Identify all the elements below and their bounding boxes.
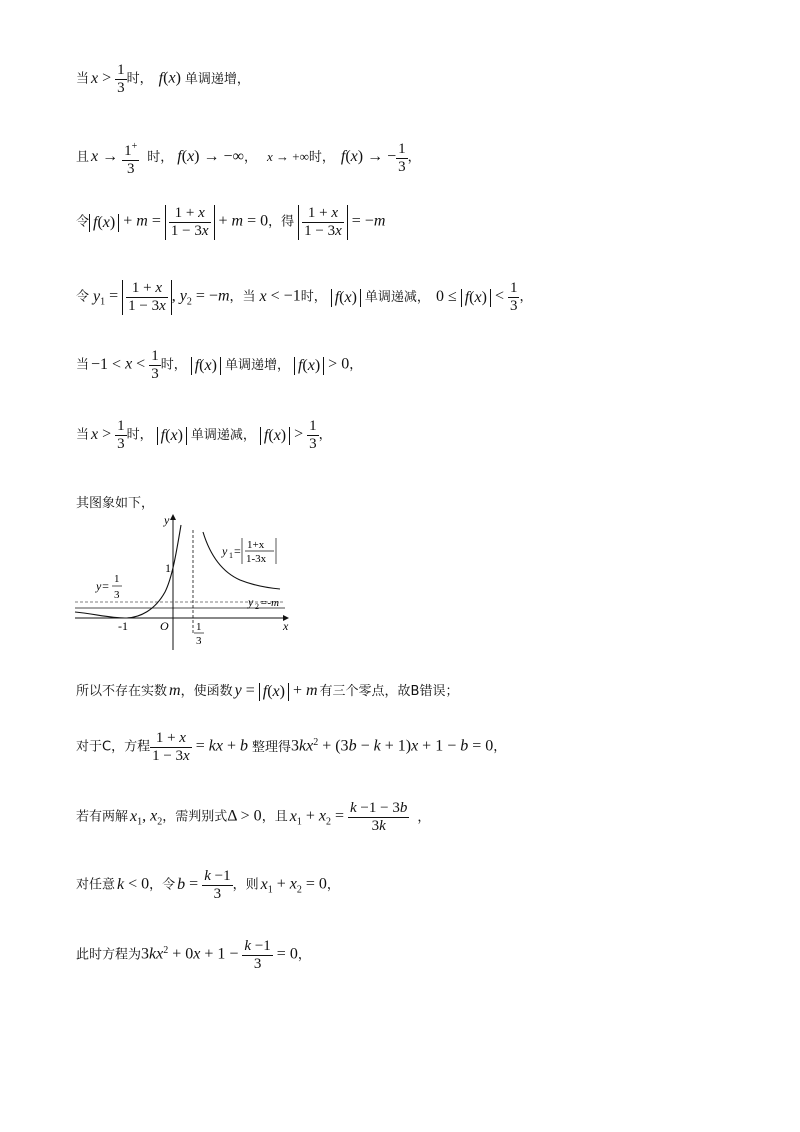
- text: ，: [407, 150, 421, 166]
- svg-text:1: 1: [229, 551, 233, 560]
- text: ，: [318, 427, 332, 443]
- text: ，需判别式: [162, 809, 228, 825]
- text: ，令: [149, 877, 176, 893]
- svg-text:2: 2: [255, 602, 259, 611]
- asymptote-label: y=: [96, 579, 110, 593]
- text: ，: [297, 947, 311, 963]
- asymptote-den: 3: [114, 589, 120, 601]
- text-line-6: 当 x > $\frac{1}{3}$ 时， f(x) 单调递减， f(x) > $\frac{1}{3}$ ，: [76, 418, 332, 452]
- text: 单调递减，: [364, 289, 430, 305]
- text: 其图象如下，: [76, 496, 155, 511]
- text: 单调递减，: [190, 427, 256, 443]
- text: ，则: [232, 877, 259, 893]
- text: 令: [76, 289, 90, 305]
- text: ，: [326, 877, 340, 893]
- text: 当: [76, 357, 90, 373]
- text-line-2: 且 x → $\frac{1^+}{3}$ 时， f(x) → −∞， x → +∞时， f(x) → − $\frac{1}{3}$ ，: [76, 138, 421, 178]
- text: ，使函数: [180, 684, 233, 699]
- line-label: y: [248, 595, 254, 609]
- text-line-5: 当 −1 < x < $\frac{1}{3}$ 时， f(x) 单调递增， f(x) > 0，: [76, 348, 363, 382]
- text: 所以不存在实数: [76, 684, 168, 699]
- svg-text:1+x: 1+x: [247, 539, 265, 551]
- function-graph: [70, 510, 300, 655]
- text: 单调递增，: [184, 71, 250, 87]
- text: 时，: [160, 357, 187, 373]
- svg-text:=-m: =-m: [260, 597, 280, 609]
- x-axis-label: x: [283, 619, 289, 633]
- text: ，: [519, 289, 533, 305]
- text: ，: [243, 150, 257, 166]
- text: ，且: [261, 809, 288, 825]
- text: 对于C，方程: [76, 739, 151, 755]
- origin-label: O: [160, 619, 169, 633]
- text: ，: [493, 739, 507, 755]
- text: 时，: [126, 427, 153, 443]
- text-line-12: 此时方程为$3kx^2 + 0x + 1$ − $\frac{k -1}{3}$ = 0，: [76, 938, 311, 972]
- tick-neg1-label: -1: [118, 619, 128, 633]
- asymptote-num: 1: [114, 573, 120, 585]
- curve-right-branch: [203, 532, 280, 589]
- text: 令: [76, 214, 90, 230]
- text: ，: [417, 809, 431, 825]
- text-line-4: 令 $y_1$ = $\frac{1 + x}{1 - 3x}$ , $y_2 = -m$，当 x < −1时， f(x) 单调递减， 0 ≤ f(x) < $\frac{1}{3}$ ，: [76, 280, 533, 314]
- text: 单调递增，: [224, 357, 290, 373]
- svg-text:1-3x: 1-3x: [246, 553, 267, 565]
- text: 且: [76, 150, 90, 166]
- text-line-9: 对于C，方程 $\frac{1 + x}{1 - 3x}$ = kx + b 整理得$3kx^2 + (3b - k + 1)x + 1 - b = 0$，: [76, 730, 507, 764]
- text: 时，: [147, 150, 174, 166]
- text: 整理得: [251, 739, 291, 755]
- svg-text:=: =: [234, 544, 241, 558]
- text-line-11: 对任意 k < 0，令 b = $\frac{k -1}{3}$ ，则 $x_1 + x_2 = 0$，: [76, 868, 340, 902]
- curve-label: y: [222, 544, 228, 558]
- text: ，得: [268, 214, 295, 230]
- text: 当: [76, 427, 90, 443]
- y-axis-label: y: [164, 513, 170, 527]
- text-line-8: 所以不存在实数 m，使函数 y = f(x) + m 有三个零点，故B错误；: [76, 682, 459, 700]
- tick-third-num: 1: [196, 621, 202, 633]
- text-line-10: 若有两解 $x_1$, $x_2$，需判别式Δ > 0，且 $x_1 + x_2$ = $\frac{k -1 - 3b}{3k}$ ，: [76, 800, 431, 834]
- text-line-1: 当 x > $\frac{1}{3}$ 时， f(x) 单调递增，: [76, 62, 250, 96]
- text-line-3: 令 f(x) + m = $\frac{1 + x}{1 - 3x}$ + m = 0，得 $\frac{1 + x}{1 - 3x}$ = −m: [76, 205, 386, 239]
- text: 有三个零点，故B错误；: [319, 684, 459, 699]
- text: 时，: [308, 150, 335, 166]
- text: 对任意: [76, 877, 116, 893]
- text: 此时方程为: [76, 947, 142, 963]
- text: ，: [349, 357, 363, 373]
- text: 当: [76, 71, 90, 87]
- text-line-7: [76, 492, 154, 512]
- text: ，当: [229, 289, 256, 305]
- text: 若有两解: [76, 809, 129, 825]
- tick-third-den: 3: [196, 635, 202, 647]
- tick-1-label: 1: [165, 561, 171, 575]
- text: 时，: [126, 71, 153, 87]
- text: 时，: [300, 289, 327, 305]
